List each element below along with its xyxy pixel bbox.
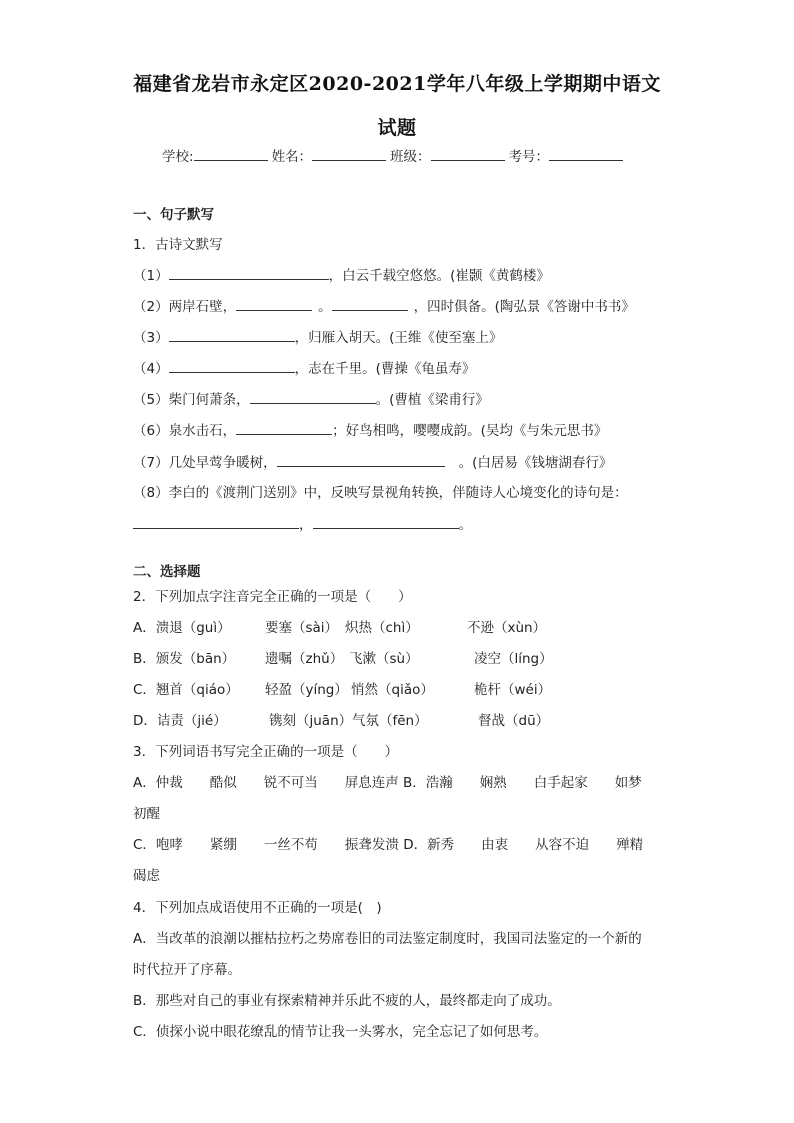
student-info-row xyxy=(162,145,627,165)
q3-options-cd-cont: 碣虑 xyxy=(133,868,160,884)
answer-blank[interactable] xyxy=(133,514,299,529)
q2-option-c[interactable]: C．翘首（qiáo） 轻盈（yíng） 悄然（qiǎo） 桅杆（wéi） xyxy=(133,682,552,698)
q4-option-a[interactable]: A．当改革的浪潮以摧枯拉朽之势席卷旧的司法鉴定制度时，我国司法鉴定的一个新的 xyxy=(133,931,642,947)
school-label: 学校: xyxy=(162,149,194,165)
school-field[interactable] xyxy=(194,146,268,161)
exam-no-field[interactable] xyxy=(549,146,623,161)
q1-item-5: （5）柴门何萧条， 。(曹植《梁甫行》 xyxy=(133,389,489,410)
answer-blank[interactable] xyxy=(313,514,459,529)
name-label: 姓名： xyxy=(271,149,313,165)
q1-item-7: （7）几处早莺争暖树， 。(白居易《钱塘湖春行》 xyxy=(133,452,612,473)
exam-title-line1: 福建省龙岩市永定区2020-2021学年八年级上学期期中语文 xyxy=(133,73,661,95)
q1-item-8-line2: ， 。 xyxy=(133,514,472,535)
q1-item-1: （1） ，白云千载空悠悠。(崔颢《黄鹤楼》 xyxy=(133,265,550,286)
class-label: 班级： xyxy=(390,149,431,165)
q4-option-c[interactable]: C．侦探小说中眼花缭乱的情节让我一头雾水，完全忘记了如何思考。 xyxy=(133,1024,548,1040)
section2-heading: 二、选择题 xyxy=(133,564,201,580)
answer-blank[interactable] xyxy=(169,358,295,373)
q3-options-ab[interactable]: A．仲裁 酷似 锐不可当 屏息连声 B．浩瀚 娴熟 白手起家 如梦 xyxy=(133,775,642,791)
q1-item-2: （2）两岸石壁， 。 ，四时俱备。(陶弘景《答谢中书书》 xyxy=(133,296,635,317)
q3-title: 3．下列词语书写完全正确的一项是（ ） xyxy=(133,744,399,760)
exam-title-line2: 试题 xyxy=(377,117,417,139)
section1-heading: 一、句子默写 xyxy=(133,207,214,223)
q1-title: 1．古诗文默写 xyxy=(133,237,223,253)
q1-item-3: （3） ，归雁入胡天。(王维《使至塞上》 xyxy=(133,327,502,348)
exam-no-label: 考号： xyxy=(508,149,550,165)
answer-blank[interactable] xyxy=(236,296,312,311)
answer-blank[interactable] xyxy=(169,265,329,280)
answer-blank[interactable] xyxy=(332,296,408,311)
answer-blank[interactable] xyxy=(277,452,445,467)
answer-blank[interactable] xyxy=(169,327,295,342)
answer-blank[interactable] xyxy=(236,420,332,435)
q1-item-6: （6）泉水击石， ；好鸟相鸣，嘤嘤成韵。(吴均《与朱元思书》 xyxy=(133,420,607,441)
q2-option-b[interactable]: B．颁发（bān） 遗嘱（zhǔ） 飞漱（sù） 凌空（líng） xyxy=(133,651,553,667)
q4-option-b[interactable]: B．那些对自己的事业有探索精神并乐此不疲的人，最终都走向了成功。 xyxy=(133,993,561,1009)
q3-options-cd[interactable]: C．咆哮 紧绷 一丝不苟 振聋发溃 D．新秀 由衷 从容不迫 殚精 xyxy=(133,837,644,853)
q1-item-4: （4） ，志在千里。(曹操《龟虽寿》 xyxy=(133,358,475,379)
answer-blank[interactable] xyxy=(250,389,376,404)
q2-option-d[interactable]: D．诘责（jié） 镌刻（juān）气氛（fēn） 督战（dū） xyxy=(133,713,550,729)
q2-title: 2．下列加点字注音完全正确的一项是（ ） xyxy=(133,589,412,605)
name-field[interactable] xyxy=(312,146,386,161)
class-field[interactable] xyxy=(431,146,505,161)
q2-option-a[interactable]: A．溃退（guì） 要塞（sài） 炽热（chì） 不逊（xùn） xyxy=(133,620,547,636)
q3-options-ab-cont: 初醒 xyxy=(133,806,160,822)
q4-title: 4．下列加点成语使用不正确的一项是( ) xyxy=(133,900,382,916)
q4-option-a-cont: 时代拉开了序幕。 xyxy=(133,962,241,978)
q1-item-8: （8）李白的《渡荆门送别》中，反映写景视角转换，伴随诗人心境变化的诗句是： xyxy=(133,485,628,501)
